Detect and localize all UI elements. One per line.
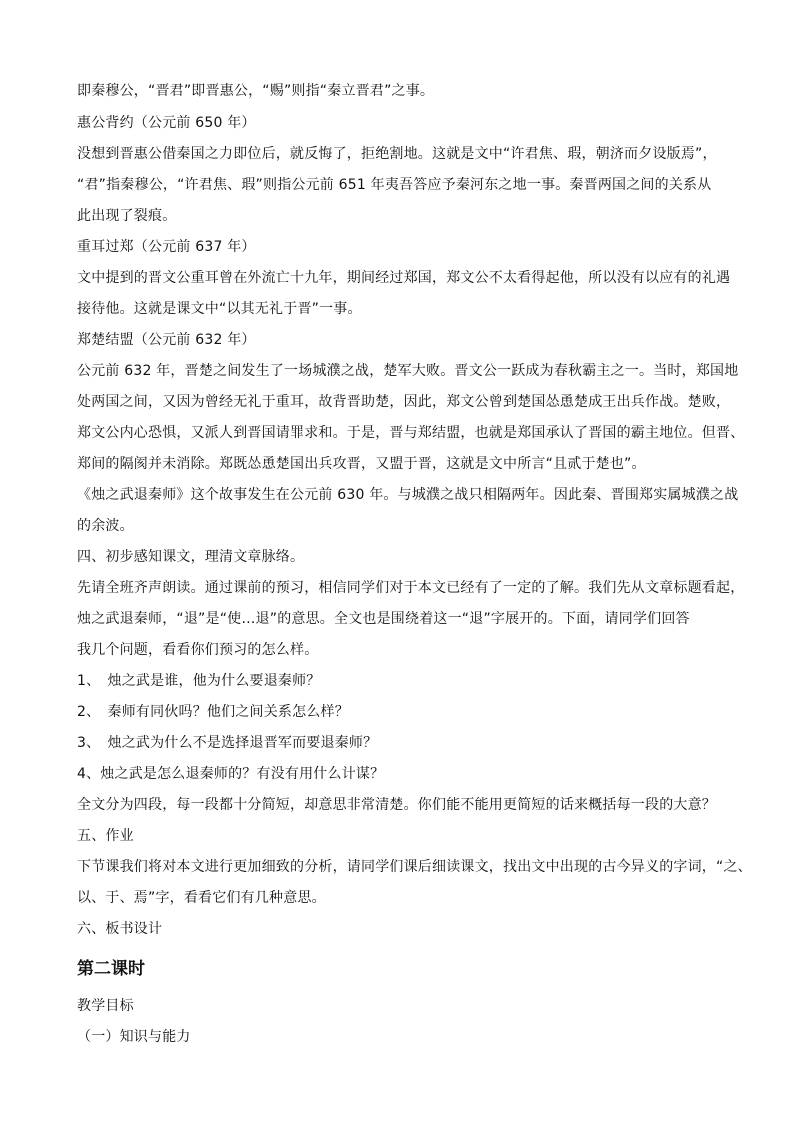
text-line: 四、初步感知课文，理清文章脉络。: [77, 549, 305, 565]
text-line: 教学目标: [77, 998, 134, 1014]
text-line: 以、于、焉”字，看看它们有几种意思。: [77, 890, 326, 906]
text-line: 即秦穆公，“晋君”即晋惠公，“赐”则指“秦立晋君”之事。: [77, 83, 435, 99]
text-line: 4、烛之武是怎么退秦师的？有没有用什么计谋？: [77, 766, 385, 782]
text-line: 全文分为四段，每一段都十分简短，却意思非常清楚。你们能不能用更简短的话来概括每一段的大意？: [77, 797, 716, 813]
text-line: 此出现了裂痕。: [77, 208, 177, 224]
text-line: 《烛之武退秦师》这个故事发生在公元前 630 年。与城濮之战只相隔两年。因此秦、晋围郑实属城濮之战: [77, 487, 739, 503]
text-line: 的余波。: [77, 518, 134, 534]
text-line: 1、 烛之武是谁，他为什么要退秦师？: [77, 673, 321, 689]
text-line: 处两国之间，又因为曾经无礼于重耳，故背晋助楚，因此，郑文公曾到楚国怂恿楚成王出兵作战。楚败，: [77, 394, 731, 410]
text-line: 先请全班齐声朗读。通过课前的预习，相信同学们对于本文已经有了一定的了解。我们先从文章标题看起，: [77, 580, 745, 596]
text-line: 郑文公内心恐惧，又派人到晋国请罪求和。于是，晋与郑结盟，也就是郑国承认了晋国的霸主地位。但晋、: [77, 425, 745, 441]
text-line: 3、 烛之武为什么不是选择退晋军而要退秦师？: [77, 735, 378, 751]
text-line: （一）知识与能力: [77, 1029, 191, 1045]
text-line: 公元前 632 年，晋楚之间发生了一场城濮之战，楚军大败。晋文公一跃成为春秋霸主之一。当时，郑国地: [77, 363, 739, 379]
text-line: 下节课我们将对本文进行更加细致的分析，请同学们课后细读课文，找出文中出现的古今异义的字词，“之、: [77, 859, 752, 875]
text-line: 文中提到的晋文公重耳曾在外流亡十九年，期间经过郑国，郑文公不太看得起他，所以没有以应有的礼遇: [77, 270, 731, 286]
text-line: 郑间的隔阂并未消除。郑既怂恿楚国出兵攻晋，又盟于晋，这就是文中所言“且贰于楚也”。: [77, 456, 646, 472]
text-line: 惠公背约（公元前 650 年）: [77, 115, 256, 131]
section-heading: 第二课时: [77, 959, 145, 979]
text-line: 重耳过郑（公元前 637 年）: [77, 239, 256, 255]
text-line: 郑楚结盟（公元前 632 年）: [77, 332, 256, 348]
text-line: “君”指秦穆公，“许君焦、瑕”则指公元前 651 年夷吾答应予秦河东之地一事。秦晋两国之间的关系从: [77, 177, 712, 193]
text-line: 接待他。这就是课文中“以其无礼于晋”一事。: [77, 301, 362, 317]
text-line: 五、作业: [77, 828, 134, 844]
text-line: 六、板书设计: [77, 921, 163, 937]
text-line: 烛之武退秦师，“退”是“使…退”的意思。全文也是围绕着这一“退”字展开的。下面，请同学们回答: [77, 611, 690, 627]
text-line: 2、 秦师有同伙吗？他们之间关系怎么样？: [77, 704, 349, 720]
text-line: 我几个问题，看看你们预习的怎么样。: [77, 642, 319, 658]
text-line: 没想到晋惠公借秦国之力即位后，就反悔了，拒绝割地。这就是文中“许君焦、瑕，朝济而夕设版焉”，: [77, 146, 717, 162]
